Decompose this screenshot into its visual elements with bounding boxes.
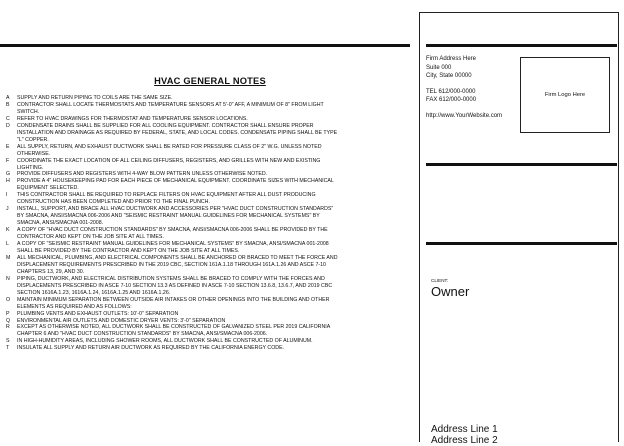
note-text: PIPING, DUCTWORK, AND ELECTRICAL DISTRIBUTION SYSTEMS SHALL BE BRACED TO COMPLY WITH THE FORCES AND [17, 275, 325, 282]
note-text: INSTALLATION AND DRAINAGE AS REQUIRED BY FEDERAL, STATE, AND LOCAL CODES. CONDENSATE PIPING SHALL BE TYPE [17, 129, 338, 136]
note-text: SMACNA, ANSI/SMACNA 001-2008. [17, 220, 104, 227]
client-label: CLIENT: [431, 278, 449, 283]
note-line [6, 95, 414, 102]
note-line [6, 151, 414, 158]
note-key [6, 290, 17, 297]
sheet-top-rule [0, 44, 410, 47]
note-line [6, 130, 414, 137]
client-name: Owner [431, 284, 470, 299]
note-line [6, 283, 414, 290]
note-line [6, 109, 414, 116]
note-key: F [6, 157, 10, 164]
note-text: THIS CONTRACTOR SHALL BE REQUIRED TO REPLACE FILTERS ON HVAC EQUIPMENT AFTER ALL DUST PRODUCING [17, 192, 316, 199]
note-line [6, 276, 414, 283]
note-text: "L" COPPER. [17, 136, 49, 143]
note-text: ALL MECHANICAL, PLUMBING, AND ELECTRICAL COMPONENTS SHALL BE ANCHORED OR BRACED TO MEET THE FORCE AND [17, 254, 338, 261]
note-key: I [6, 192, 8, 199]
notes-list [6, 95, 414, 352]
note-key: S [6, 338, 10, 345]
note-key [6, 130, 17, 137]
note-text: A COPY OF "SEISMIC RESTRAINT MANUAL GUIDELINES FOR MECHANICAL SYSTEMS" BY SMACNA, ANSI/SMACNA 001-2008 [17, 241, 329, 248]
note-text: SUPPLY AND RETURN PIPING TO COILS ARE THE SAME SIZE. [17, 95, 173, 101]
note-key [6, 234, 17, 241]
note-text: PROVIDE A 4" HOUSEKEEPING PAD FOR EACH PIECE OF MECHANICAL EQUIPMENT. COORDINATE SIZES WITH MECHANICAL [17, 178, 334, 185]
note-line [6, 192, 414, 199]
note-text: IN HIGH-HUMIDITY AREAS, INCLUDING SHOWER ROOMS, ALL DUCTWORK SHALL BE CONSTRUCTED OF ALUMINUM. [17, 338, 313, 345]
note-line [6, 248, 414, 255]
project-address-line-2: Address Line 2 [431, 435, 498, 446]
note-line [6, 234, 414, 241]
title-block-top-rule [426, 44, 617, 47]
note-key: G [6, 171, 11, 178]
note-line [6, 137, 414, 144]
note-text: PLUMBING VENTS AND EXHAUST OUTLETS: 10'-0" SEPARATION [17, 310, 179, 317]
note-line [6, 290, 414, 297]
note-key: K [6, 227, 10, 234]
note-line [6, 262, 414, 269]
note-text: SWITCH. [17, 108, 40, 115]
note-text: ELEMENTS AS REQUIRED AND AS FOLLOWS: [17, 303, 132, 310]
note-line [6, 297, 414, 304]
note-text: EXCEPT AS OTHERWISE NOTED, ALL DUCTWORK SHALL BE CONSTRUCTED OF GALVANIZED STEEL PER 2019 CALIFORNIA [17, 324, 331, 331]
note-line [6, 206, 414, 213]
note-text: ALL SUPPLY, RETURN, AND EXHAUST DUCTWORK SHALL BE RATED FOR PRESSURE CLASS OF 2" W.G. UNLESS NOTED [17, 143, 322, 150]
note-line [6, 165, 414, 172]
note-key [6, 151, 17, 158]
note-key: A [6, 95, 10, 101]
note-key [6, 213, 17, 220]
note-key: J [6, 206, 9, 213]
note-key: P [6, 310, 10, 317]
logo-placeholder-text: Firm Logo Here [544, 92, 586, 98]
note-line [6, 331, 414, 338]
note-text: CONSTRUCTION HAS BEEN COMPLETED AND PRIOR TO THE FINAL PUNCH. [17, 199, 210, 206]
note-line [6, 213, 414, 220]
note-key: H [6, 178, 10, 185]
note-key: Q [6, 317, 11, 324]
note-text: DISPLACEMENT REQUIREMENTS PRESCRIBED IN THE 2019 CBC, SECTION 161A.1.18 THROUGH 161A.1.26 AND ASCE 7-10 [17, 261, 326, 268]
note-key [6, 331, 17, 338]
note-line [6, 318, 414, 325]
firm-phone: TEL 612/000-0000 [426, 88, 476, 95]
note-line [6, 178, 414, 185]
note-line [6, 171, 414, 178]
note-key [6, 109, 17, 116]
note-text: EQUIPMENT SELECTED. [17, 185, 79, 192]
note-line [6, 116, 414, 123]
note-text: INSTALL, SUPPORT, AND BRACE ALL HVAC DUCTWORK AND ACCESSORIES PER "HVAC DUCT CONSTRUCTION STANDARDS" [17, 206, 334, 213]
note-text: MAINTAIN MINIMUM SEPARATION BETWEEN OUTSIDE AIR INTAKES OR OTHER OPENINGS INTO THE BUILDING AND OTHER [17, 296, 330, 303]
note-line [6, 227, 414, 234]
note-key [6, 262, 17, 269]
note-text: BY SMACNA, ANSI/SMACNA 006-2006 AND "SEISMIC RESTRAINT MANUAL GUIDELINES FOR MECHANICAL SYSTEMS" BY [17, 213, 320, 220]
note-key [6, 199, 17, 206]
note-text: ENVIRONMENTAL AIR OUTLETS AND DOMESTIC DRYER VENTS: 3'-0" SEPARATION [17, 317, 226, 324]
note-key [6, 165, 17, 172]
note-text: SECTION 1616A.1.23, 1616A.1.24, 1616A.1.25 AND 1616A.1.26. [17, 289, 171, 296]
note-text: CHAPTER 6 AND "HVAC DUCT CONSTRUCTION STANDARDS" BY SMACNA, ANSI/SMACNA 006-2006. [17, 331, 268, 338]
note-key [6, 185, 17, 192]
general-notes [6, 58, 414, 352]
note-key: O [6, 296, 11, 303]
note-line [6, 123, 414, 130]
note-key: C [6, 115, 10, 122]
note-line [6, 241, 414, 248]
note-text: REFER TO HVAC DRAWINGS FOR THERMOSTAT AND TEMPERATURE SENSOR LOCATIONS. [17, 115, 248, 122]
note-line [6, 269, 414, 276]
note-key: B [6, 101, 10, 108]
note-key: T [6, 345, 10, 352]
note-text: A COPY OF "HVAC DUCT CONSTRUCTION STANDARDS" BY SMACNA, ANSI/SMACNA 006-2006 SHALL BE PROVIDED BY THE [17, 227, 328, 234]
note-line [6, 185, 414, 192]
firm-logo-placeholder [520, 57, 610, 133]
note-text: CHAPTERS 13, 29, AND 30. [17, 268, 85, 275]
notes-title: HVAC GENERAL NOTES [154, 76, 266, 86]
note-line [6, 311, 414, 318]
note-key [6, 283, 17, 290]
firm-address-line: City, State 00000 [426, 73, 472, 80]
note-key [6, 269, 17, 276]
note-line [6, 338, 414, 345]
note-key: D [6, 122, 10, 129]
note-line [6, 345, 414, 352]
note-text: CONTRACTOR AND KEPT ON THE JOB SITE AT ALL TIMES. [17, 234, 164, 241]
note-text: SHALL BE PROVIDED BY THE CONTRACTOR AND KEPT ON THE JOB SITE AT ALL TIMES. [17, 247, 240, 254]
note-text: CONTRACTOR SHALL LOCATE THERMOSTATS AND TEMPERATURE SENSORS AT 5'-0" AFF, A MINIMUM OF 8" FROM LIGHT [17, 101, 324, 108]
note-key: E [6, 143, 10, 150]
note-key: R [6, 324, 10, 331]
firm-fax: FAX 612/000-0000 [426, 97, 477, 104]
note-text: LIGHTING. [17, 164, 44, 171]
note-text: OTHERWISE. [17, 150, 51, 157]
note-line [6, 144, 414, 151]
title-block-divider [426, 242, 617, 245]
note-key: N [6, 275, 10, 282]
note-text: DISPLACEMENTS PRESCRIBED IN ASCE 7-10 SECTION 13.3 AS DEFINED IN ASCE 7-10 SECTION 13.6.8, 13.6.7, AND 2019 CBC [17, 282, 333, 289]
note-text: INSULATE ALL SUPPLY AND RETURN AIR DUCTWORK AS REQUIRED BY THE CALIFORNIA ENERGY CODE. [17, 345, 285, 352]
note-text: PROVIDE DIFFUSERS AND REGISTERS WITH 4-WAY BLOW PATTERN UNLESS OTHERWISE NOTED. [17, 171, 268, 178]
firm-address-line: Suite 000 [426, 64, 452, 71]
note-key [6, 304, 17, 311]
note-line [6, 255, 414, 262]
note-key: M [6, 254, 11, 261]
note-line [6, 158, 414, 165]
note-key [6, 137, 17, 144]
firm-address-line: Firm Address Here [426, 56, 477, 62]
note-line [6, 199, 414, 206]
note-text: CONDENSATE DRAINS SHALL BE SUPPLIED FOR ALL COOLING EQUIPMENT. CONTRACTOR SHALL ENSURE PROPER [17, 122, 314, 129]
note-line [6, 304, 414, 311]
note-key: L [6, 241, 9, 248]
note-text: COORDINATE THE EXACT LOCATION OF ALL CEILING DIFFUSERS, REGISTERS, AND GRILLES WITH NEW AND EXISTING [17, 157, 321, 164]
note-line [6, 102, 414, 109]
note-line [6, 220, 414, 227]
title-block-divider [426, 163, 617, 166]
firm-website-link[interactable]: http://www.YourWebsite.com [426, 112, 503, 119]
project-address-line-1: Address Line 1 [431, 424, 498, 435]
note-line [6, 324, 414, 331]
note-key [6, 248, 17, 255]
note-key [6, 220, 17, 227]
